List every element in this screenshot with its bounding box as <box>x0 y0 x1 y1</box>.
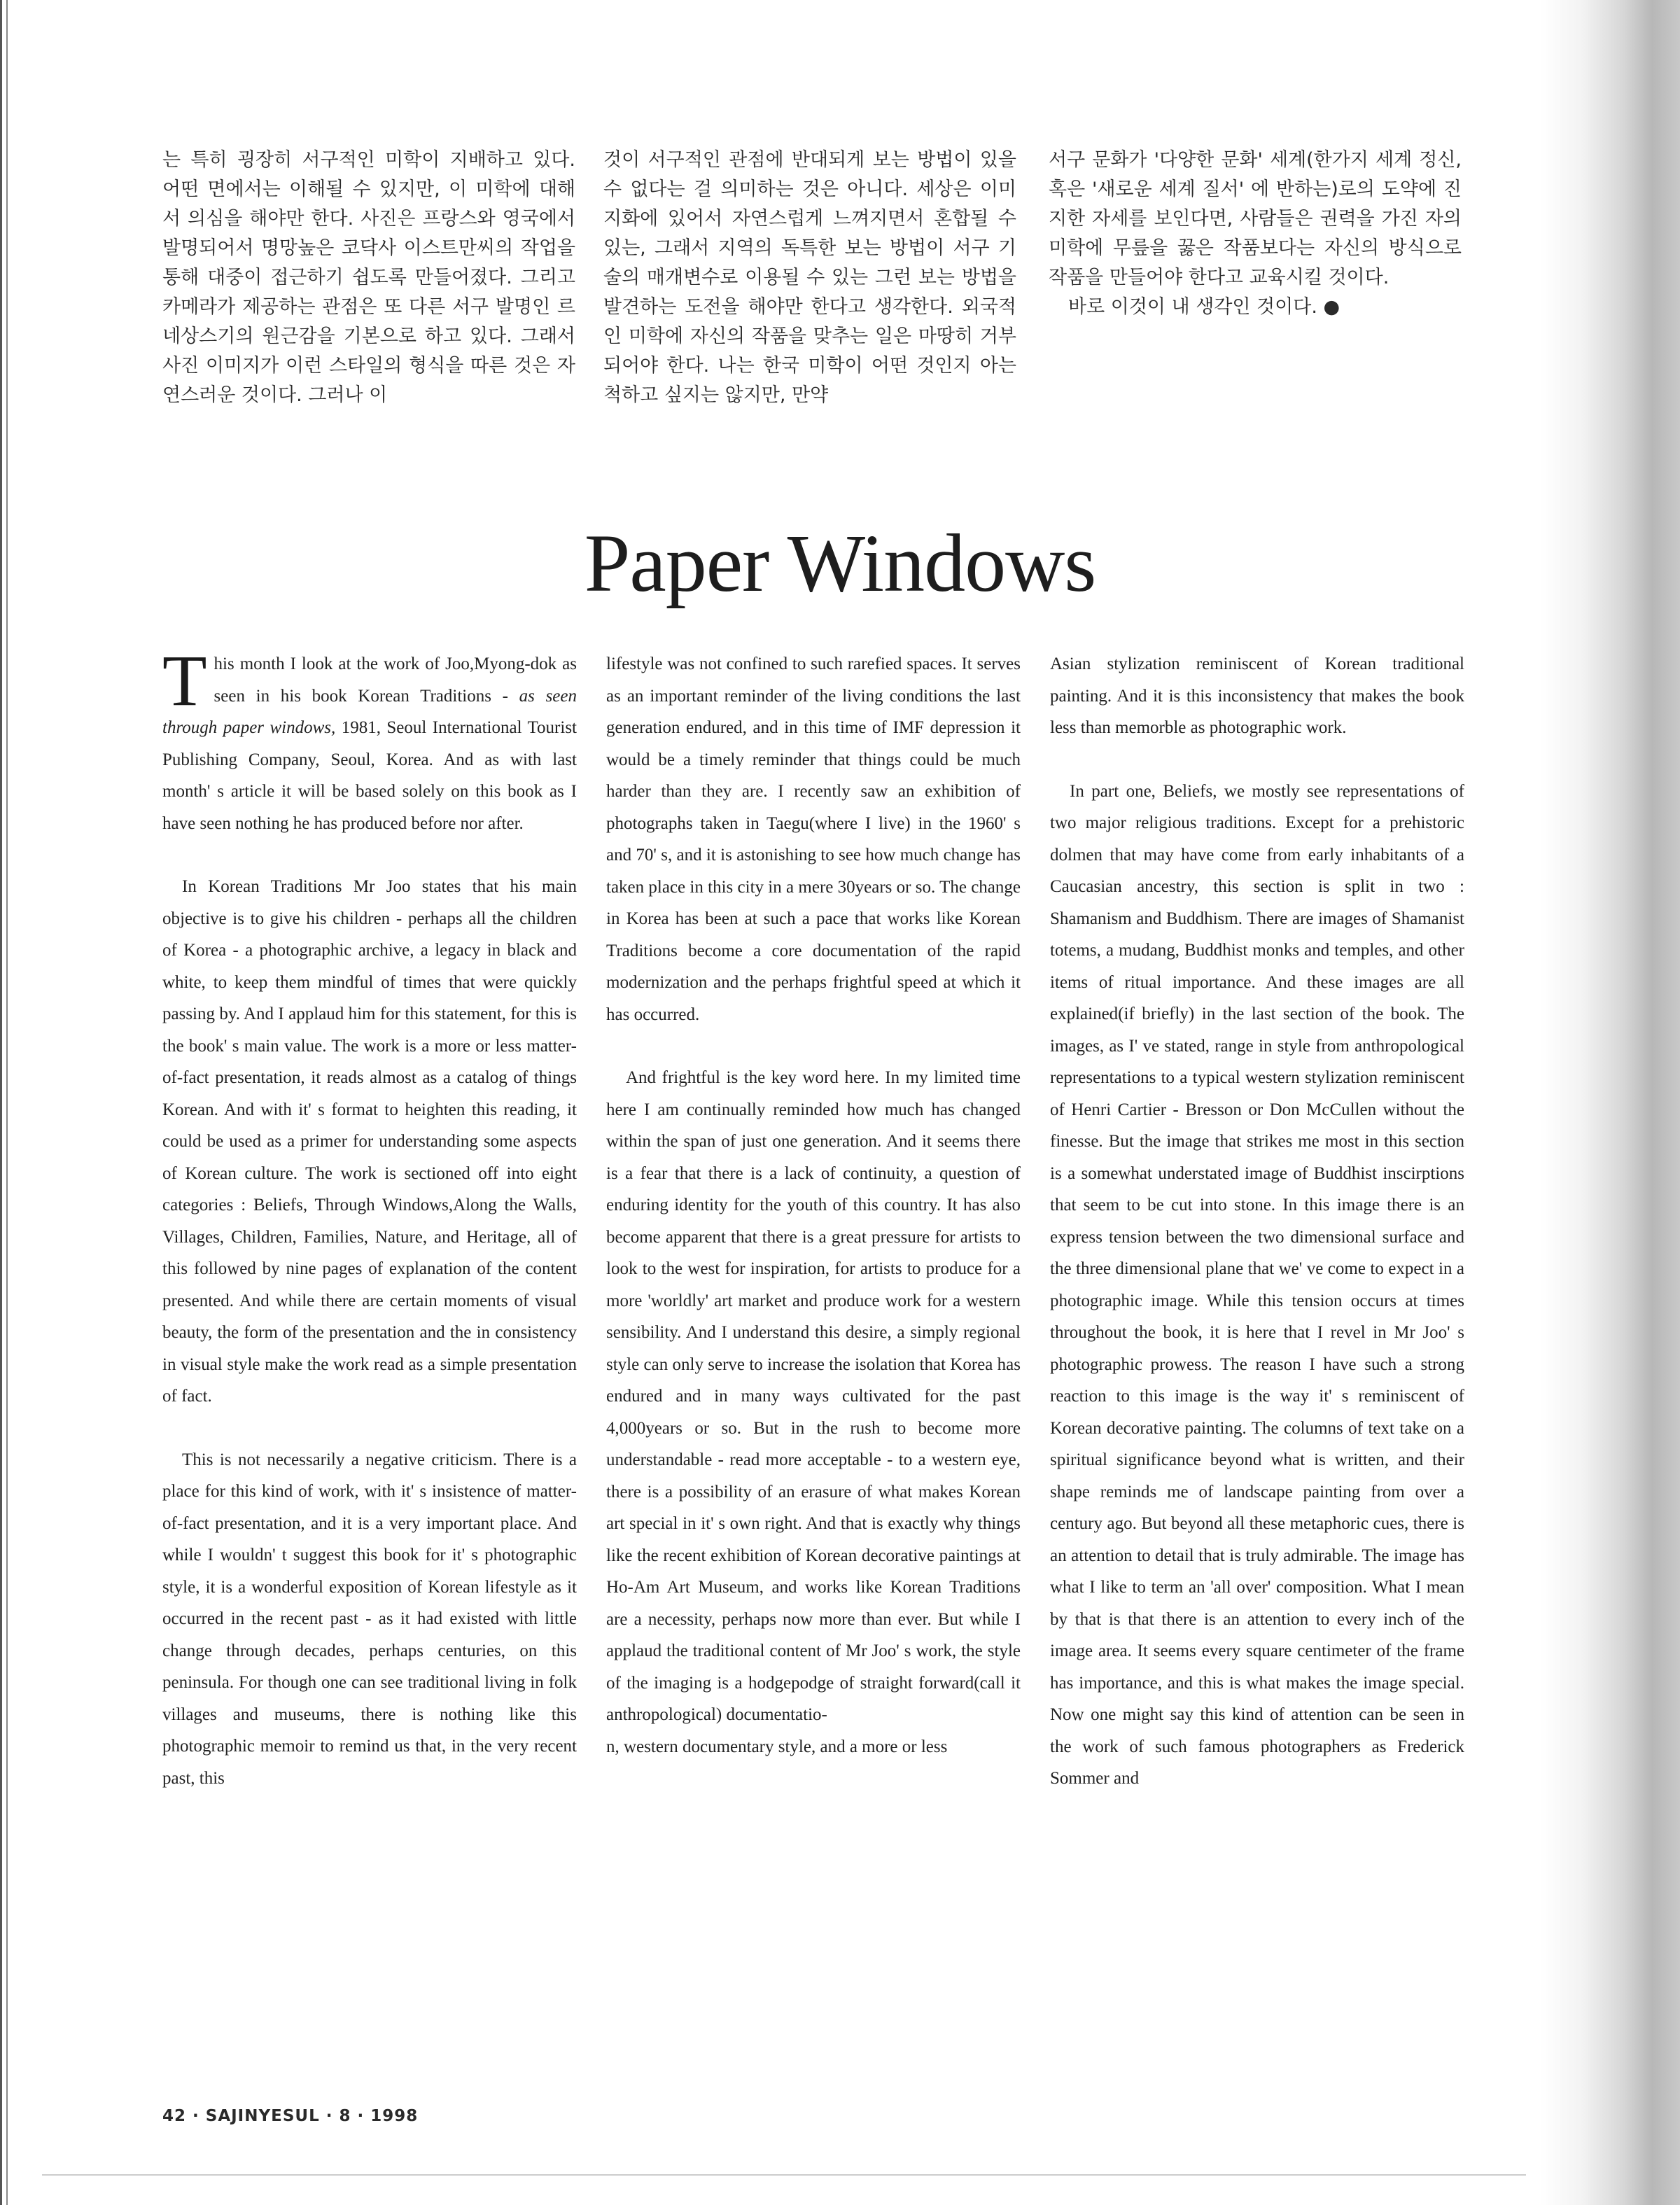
article-paragraph: n, western documentary style, and a more or less <box>606 1737 948 1756</box>
book-subtitle: as seen through paper windows, <box>162 686 577 737</box>
article-paragraph: In part one, Beliefs, we mostly see representations of two major religious traditions. Except for a prehistoric dolmen that may have come from early inhabitants of a Caucasian ancestry, this section is split in two : Shamanism and Buddhism. There are images of Shamanist totems, a mudang, Buddhist monks and temples, and other items of ritual importance. And these images are all explained(if briefly) in the last section of the book. The images, as I' ve stated, range in style from anthropological representations to a typical western stylization reminiscent of Henri Cartier - Bresson or Don McCullen without the finesse. But the image that strikes me most in this section is a somewhat understated image of Buddhist inscirptions that seem to be cut into stone. In this image there is an express tension between the two dimensional surface and the three dimensional plane that we' ve come to expect in a photographic image. While this tension occurs at times throughout the book, it is here that I revel in Mr Joo' s photographic prowess. The reason I have such a strong reaction to this image is the way it' s reminiscent of Korean decorative painting. The columns of text take on a spiritual significance beyond what is written, and their shape reminds me of landscape painting from over a century ago. But beyond all these metaphoric cues, there is an attention to detail that is truly admirable. The image has what I like to term an 'all over' composition. What I mean by that is that there is an attention to every inch of the image area. It seems every square centimeter of the frame has importance, and this is what makes the image special. Now one might say this kind of attention can be seen in the work of such famous photographers as Frederick Sommer and <box>1050 781 1464 1788</box>
article-paragraph: This is not necessarily a negative criticism. There is a place for this kind of work, with it' s insistence of matter-of-fact presentation, and it is a very important place. And while I wouldn' t suggest this book for it' s photographic style, it is a wonderful exposition of Korean lifestyle as it occurred in the recent past - as it had existed with little change through decades, perhaps centuries, on this peninsula. For though one can see traditional living in folk villages and museums, there is nothing like this photographic memoir to remind us that, in the very recent past, this <box>162 1450 577 1788</box>
scan-edge-right <box>1540 0 1680 2205</box>
intro-lead: his month I look at the work of Joo,Myong-dok as seen in his book Korean Traditions - <box>214 654 577 706</box>
korean-paragraph-closing: 바로 이것이 내 생각인 것이다. ● <box>1068 296 1340 318</box>
article-paragraph: In Korean Traditions Mr Joo states that his main objective is to give his children - perhaps all the children of Korea - a photographic archive, a legacy in black and white, to keep them mindful of times that were quickly passing by. And I applaud him for this statement, for this is the book' s main value. The work is a more or less matter-of-fact presentation, it reads almost as a catalog of things Korean. And with it' s format to heighten this reading, it could be used as a primer for understanding some aspects of Korean culture. The work is sectioned off into eight categories : Beliefs, Through Windows,Along the Walls, Villages, Children, Families, Nature, and Heritage, all of this followed by nine pages of explanation of the content presented. And while there are certain moments of visual beauty, the form of the presentation and the in consistency in visual style make the work read as a simple presentation of fact. <box>162 877 577 1406</box>
article-paragraph: Asian stylization reminiscent of Korean traditional painting. And it is this inconsistency that makes the book less than memorble as photographic work. <box>1050 654 1464 737</box>
article-paragraph: lifestyle was not confined to such rarefied spaces. It serves as an important reminder of the living conditions the last generation endured, and in this time of IMF depression it would be a timely reminder that things could be much harder than they are. I recently saw an exhibition of photographs taken in Taegu(where I live) in the 1960' s and 70' s, and it is astonishing to see how much change has taken place in this city in a mere 30years or so. The change in Korea has been at such a pace that works like Korean Traditions become a core documentation of the rapid modernization and the perhaps frightful speed at which it has occurred. <box>606 654 1021 1024</box>
drop-cap: T <box>162 640 207 721</box>
article-paragraph-intro <box>162 640 577 839</box>
scan-edge-left <box>0 0 13 2205</box>
article-column-2 <box>606 648 1021 1763</box>
article-title: Paper Windows <box>584 517 1096 609</box>
korean-column-3 <box>1049 146 1462 322</box>
page-folio: 42 · SAJINYESUL · 8 · 1998 <box>162 2107 419 2125</box>
korean-column-2 <box>603 146 1016 410</box>
korean-paragraph: 는 특히 굉장히 서구적인 미학이 지배하고 있다. 어떤 면에서는 이해될 수 있지만, 이 미학에 대해서 의심을 해야만 한다. 사진은 프랑스와 영국에서 발명되어서 명망높은 코닥사 이스트만씨의 작업을 통해 대중이 접근하기 쉽도록 만들어졌다. 그리고 카메라가 제공하는 관점은 또 다른 서구 발명인 르네상스기의 원근감을 기본으로 하고 있다. 그래서 사진 이미지가 이런 스타일의 형식을 따른 것은 자연스러운 것이다. 그러나 이 <box>162 149 575 406</box>
korean-column-1 <box>162 146 575 410</box>
korean-paragraph: 서구 문화가 '다양한 문화' 세계(한가지 세계 정신, 혹은 '새로운 세계 질서' 에 반하는)로의 도약에 진지한 자세를 보인다면, 사람들은 권력을 가진 자의 미학에 무릎을 꿇은 작품보다는 자신의 방식으로 작품을 만들어야 한다고 교육시킬 것이다. <box>1049 149 1462 288</box>
intro-rest: 1981, Seoul International Tourist Publishing Company, Seoul, Korea. And as with last month' s article it will be based solely on this book as I have seen nothing he has produced before nor after. <box>162 718 577 833</box>
article-column-1 <box>162 640 577 1794</box>
bottom-rule <box>42 2174 1526 2176</box>
article-paragraph: And frightful is the key word here. In my limited time here I am continually reminded how much has changed within the span of just one generation. And it seems there is a fear that there is a lack of continuity, a question of enduring identity for the youth of this country. It has also become apparent that there is a great pressure for artists to look to the west for inspiration, for artists to produce for a more 'worldly' art market and produce work for a western sensibility. And I understand this desire, a simply regional style can only serve to increase the isolation that Korea has endured and in many ways cultivated for the past 4,000years or so. But in the rush to become more understandable - read more acceptable - to a western eye, there is a possibility of an erasure of what makes Korean art special in it' s own right. And that is exactly why things like the recent exhibition of Korean decorative paintings at Ho-Am Art Museum, and works like Korean Traditions are a necessity, perhaps now more than ever. But while I applaud the traditional content of Mr Joo' s work, the style of the imaging is a hodgepodge of straight forward(call it anthropological) documentatio- <box>606 1068 1021 1724</box>
korean-paragraph: 것이 서구적인 관점에 반대되게 보는 방법이 있을 수 없다는 걸 의미하는 것은 아니다. 세상은 이미지화에 있어서 자연스럽게 느껴지면서 혼합될 수 있는, 그래서 지역의 독특한 보는 방법이 서구 기술의 매개변수로 이용될 수 있는 그런 보는 방법을 발견하는 도전을 해야만 한다고 생각한다. 외국적인 미학에 자신의 작품을 맞추는 일은 마땅히 거부되어야 한다. 나는 한국 미학이 어떤 것인지 아는 척하고 싶지는 않지만, 만약 <box>603 149 1016 406</box>
article-column-3 <box>1050 648 1464 1795</box>
